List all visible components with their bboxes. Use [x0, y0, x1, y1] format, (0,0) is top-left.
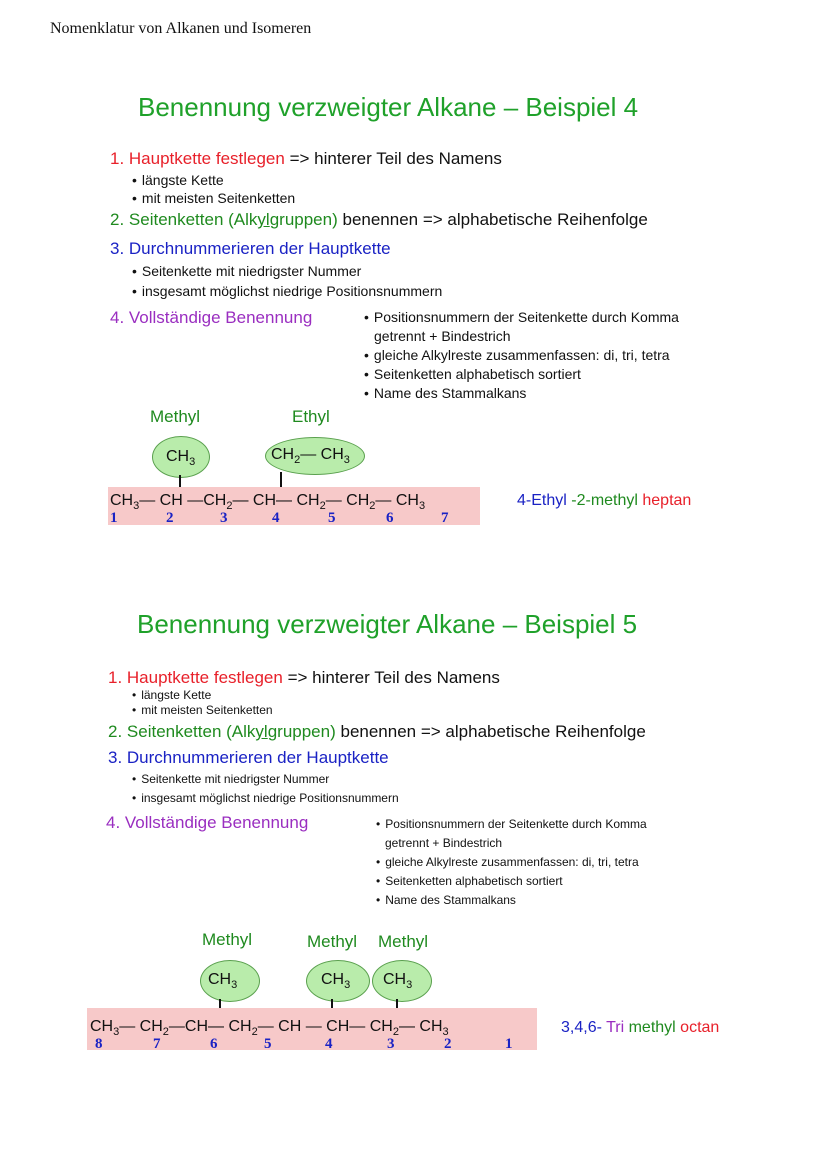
methyl-group: $CH_3$: [208, 971, 238, 992]
step-1: [108, 668, 500, 688]
position-number: 6: [210, 1036, 218, 1052]
step-2-label-b: gruppen): [267, 722, 336, 741]
label-ethyl: Ethyl: [292, 407, 330, 426]
bullet: • Seitenkette mit niedrigster Nummer: [132, 770, 399, 789]
bullet: • Name des Stammalkans: [364, 384, 679, 403]
step-3: 3. Durchnummerieren der Hauptkette: [110, 239, 391, 258]
step-1: [110, 149, 502, 169]
name-part: -2-methyl: [566, 492, 638, 509]
bullet: • mit meisten Seitenketten: [132, 189, 295, 207]
name-part: 3,4,6-: [561, 1019, 602, 1036]
name-part: Tri: [601, 1019, 625, 1036]
bullet: • Positionsnummern der Seitenkette durch Komma: [364, 308, 679, 327]
step-1-rest: => hinterer Teil des Namens: [282, 668, 500, 687]
label-methyl: Methyl: [378, 932, 429, 951]
step-1-rest: => hinterer Teil des Namens: [284, 149, 502, 168]
step-2-label-u: yl: [257, 210, 270, 229]
bullet: • mit meisten Seitenketten: [132, 703, 273, 718]
page-header: Nomenklatur von Alkanen und Isomeren: [50, 20, 312, 37]
position-number: 7: [153, 1036, 161, 1052]
step-2-rest: benennen => alphabetische Reihenfolge: [337, 210, 648, 229]
main-chain-formula: $CH_3—$ CH $—CH_2—$ CH— $CH_2—$ $CH_2—$ $CH_3$: [110, 492, 426, 513]
position-number: 3: [387, 1036, 395, 1052]
position-number: 7: [441, 510, 449, 526]
bullet: • Seitenkette mit niedrigster Nummer: [132, 261, 442, 281]
step-2-label-a: 2. Seitenketten (Alk: [110, 210, 258, 229]
step-3: 3. Durchnummerieren der Hauptkette: [108, 748, 389, 767]
position-number: 5: [264, 1036, 272, 1052]
iupac-name-5: [561, 1019, 719, 1037]
step-1-label: 1. Hauptkette festlegen: [110, 149, 285, 168]
position-number: 1: [110, 510, 118, 526]
bullet: • insgesamt möglichst niedrige Positionsnummern: [132, 789, 399, 808]
ethyl-group: $CH_2—$ $CH_3$: [271, 446, 350, 467]
position-number: 8: [95, 1036, 103, 1052]
name-part: Ethyl: [531, 492, 567, 509]
name-part: 4-: [517, 492, 532, 509]
bullet: • längste Kette: [132, 171, 295, 189]
name-part: methyl: [624, 1019, 676, 1036]
step-1-label: 1. Hauptkette festlegen: [108, 668, 283, 687]
bullet: • gleiche Alkylreste zusammenfassen: di, tri, tetra: [376, 853, 647, 872]
position-number: 3: [220, 510, 228, 526]
step-1-bullets: [132, 688, 273, 718]
main-chain-formula: $CH_3—$ $CH_2—CH—$ $CH_2—$ CH — CH— $CH_2—$ $CH_3$: [90, 1018, 449, 1039]
step-1-bullets: [132, 171, 295, 207]
step-4: 4. Vollständige Benennung: [106, 813, 309, 832]
step-2-rest: benennen => alphabetische Reihenfolge: [335, 722, 646, 741]
bond-vertical: [280, 472, 282, 488]
label-methyl: Methyl: [150, 407, 201, 426]
bullet-continuation: getrennt + Bindestrich: [385, 836, 503, 850]
bullet: • längste Kette: [132, 688, 273, 703]
name-part: heptan: [637, 492, 692, 509]
position-number: 5: [328, 510, 336, 526]
bullet: • Name des Stammalkans: [376, 891, 647, 910]
methyl-group: $CH_3$: [321, 971, 351, 992]
step-3-bullets: [132, 261, 442, 301]
step-3-bullets: [132, 770, 399, 808]
bullet: • Seitenketten alphabetisch sortiert: [376, 872, 647, 891]
label-methyl: Methyl: [202, 930, 253, 949]
step-4-bullets: [376, 815, 647, 910]
bullet: • insgesamt möglichst niedrige Positionsnummern: [132, 281, 442, 301]
step-4-bullets: [364, 308, 679, 403]
label-methyl: Methyl: [307, 932, 358, 951]
position-number: 2: [444, 1036, 452, 1052]
position-number: 4: [272, 510, 280, 526]
position-number: 2: [166, 510, 174, 526]
step-2: [110, 210, 648, 230]
step-4: 4. Vollständige Benennung: [110, 308, 313, 327]
bullet: • Seitenketten alphabetisch sortiert: [364, 365, 679, 384]
name-part: octan: [675, 1019, 720, 1036]
example-5-title: Benennung verzweigter Alkane – Beispiel 5: [137, 609, 638, 639]
methyl-group: $CH_3$: [166, 448, 196, 469]
iupac-name-4: [517, 492, 691, 510]
position-number: 6: [386, 510, 394, 526]
bullet-continuation: getrennt + Bindestrich: [374, 328, 511, 344]
position-number: 4: [325, 1036, 333, 1052]
step-2-label-u: yl: [255, 722, 268, 741]
step-2-label-b: gruppen): [269, 210, 338, 229]
bullet: • gleiche Alkylreste zusammenfassen: di, tri, tetra: [364, 346, 679, 365]
bullet: • Positionsnummern der Seitenkette durch Komma: [376, 815, 647, 834]
methyl-group: $CH_3$: [383, 971, 413, 992]
step-2: [108, 722, 646, 742]
step-2-label-a: 2. Seitenketten (Alk: [108, 722, 256, 741]
position-number: 1: [505, 1036, 513, 1052]
example-4-title: Benennung verzweigter Alkane – Beispiel 4: [138, 92, 639, 122]
